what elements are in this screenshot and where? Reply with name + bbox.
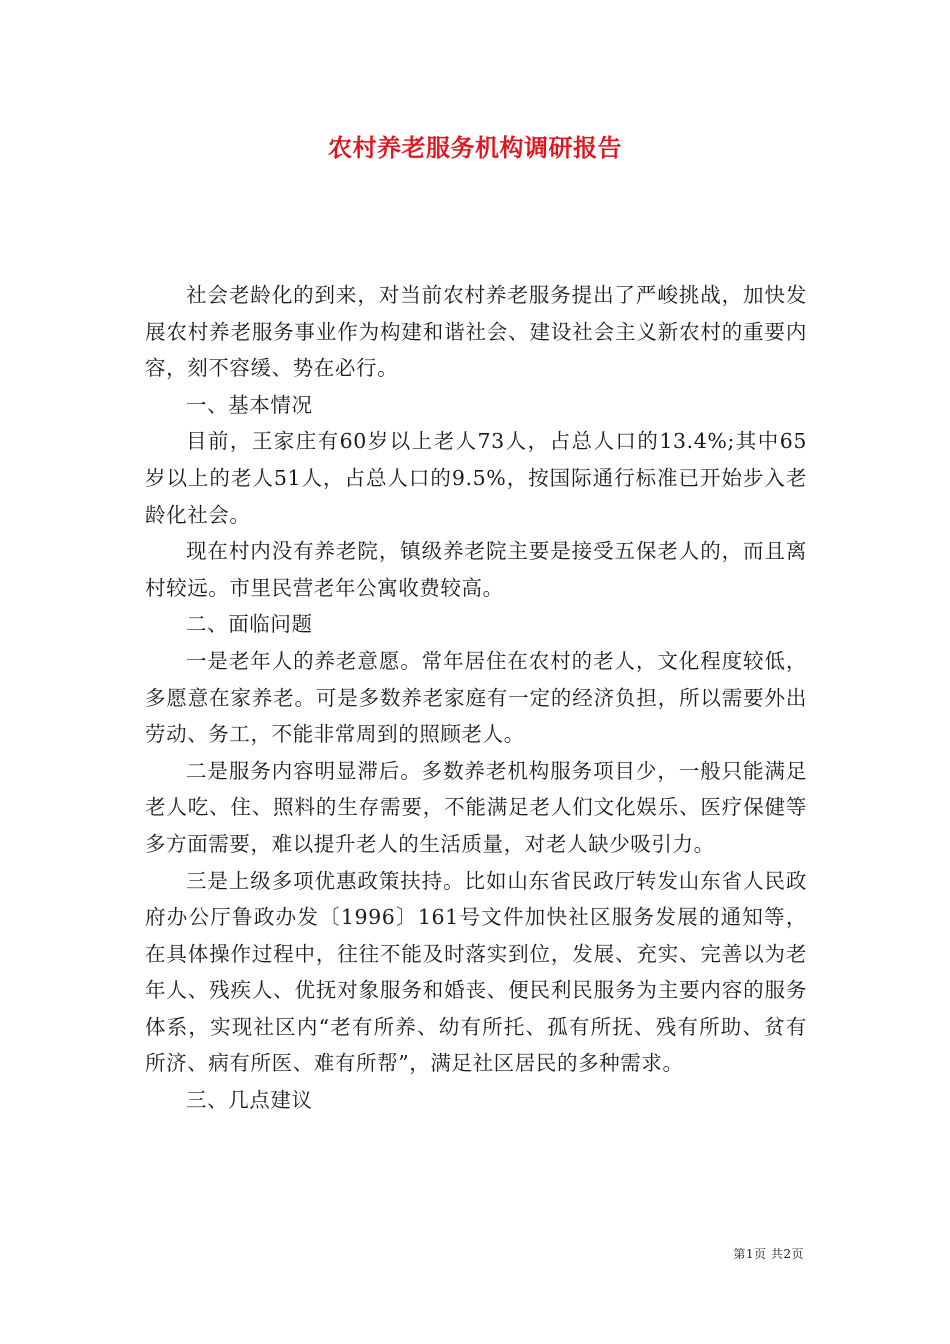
- paragraph-intro: 社会老龄化的到来，对当前农村养老服务提出了严峻挑战，加快发展农村养老服务事业作为构建和谐社会、建设社会主义新农村的重要内容，刻不容缓、势在必行。: [145, 283, 807, 381]
- paragraph-problem-two: 二是服务内容明显滞后。多数养老机构服务项目少，一般只能满足老人吃、住、照料的生存需要，不能满足老人们文化娱乐、医疗保健等多方面需要，难以提升老人的生活质量，对老人缺少吸引力。: [145, 758, 807, 856]
- page-number: 第1页 共2页: [733, 1247, 804, 1261]
- paragraph-problem-three: 三是上级多项优惠政策扶持。比如山东省民政厅转发山东省人民政府办公厅鲁政办发〔1996〕161号文件加快社区服务发展的通知等，在具体操作过程中，往往不能及时落实到位，发展、充实、完善以为老年人、残疾人、优抚对象服务和婚丧、便民利民服务为主要内容的服务体系，实现社区内“老有所养、幼有所托、孤有所抚、残有所助、贫有所济、病有所医、难有所帮”，满足社区居民的多种需求。: [145, 868, 807, 1076]
- paragraph-problem-one: 一是老年人的养老意愿。常年居住在农村的老人，文化程度较低，多愿意在家养老。可是多数养老家庭有一定的经济负担，所以需要外出劳动、务工，不能非常周到的照顾老人。: [145, 648, 807, 747]
- paragraph-nursing-homes: 现在村内没有养老院，镇级养老院主要是接受五保老人的，而且离村较远。市里民营老年公寓收费较高。: [145, 539, 807, 600]
- document-body: [145, 277, 807, 1119]
- section-heading-problems: 二、面临问题: [186, 612, 313, 637]
- paragraph-population-stats: 目前，王家庄有60岁以上老人73人，占总人口的13.4%;其中65岁以上的老人51人，占总人口的9.5%，按国际通行标准已开始步入老龄化社会。: [145, 429, 807, 527]
- document-title: 农村养老服务机构调研报告: [328, 133, 622, 162]
- section-heading-basic-situation: 一、基本情况: [186, 392, 313, 417]
- section-heading-suggestions: 三、几点建议: [186, 1088, 313, 1113]
